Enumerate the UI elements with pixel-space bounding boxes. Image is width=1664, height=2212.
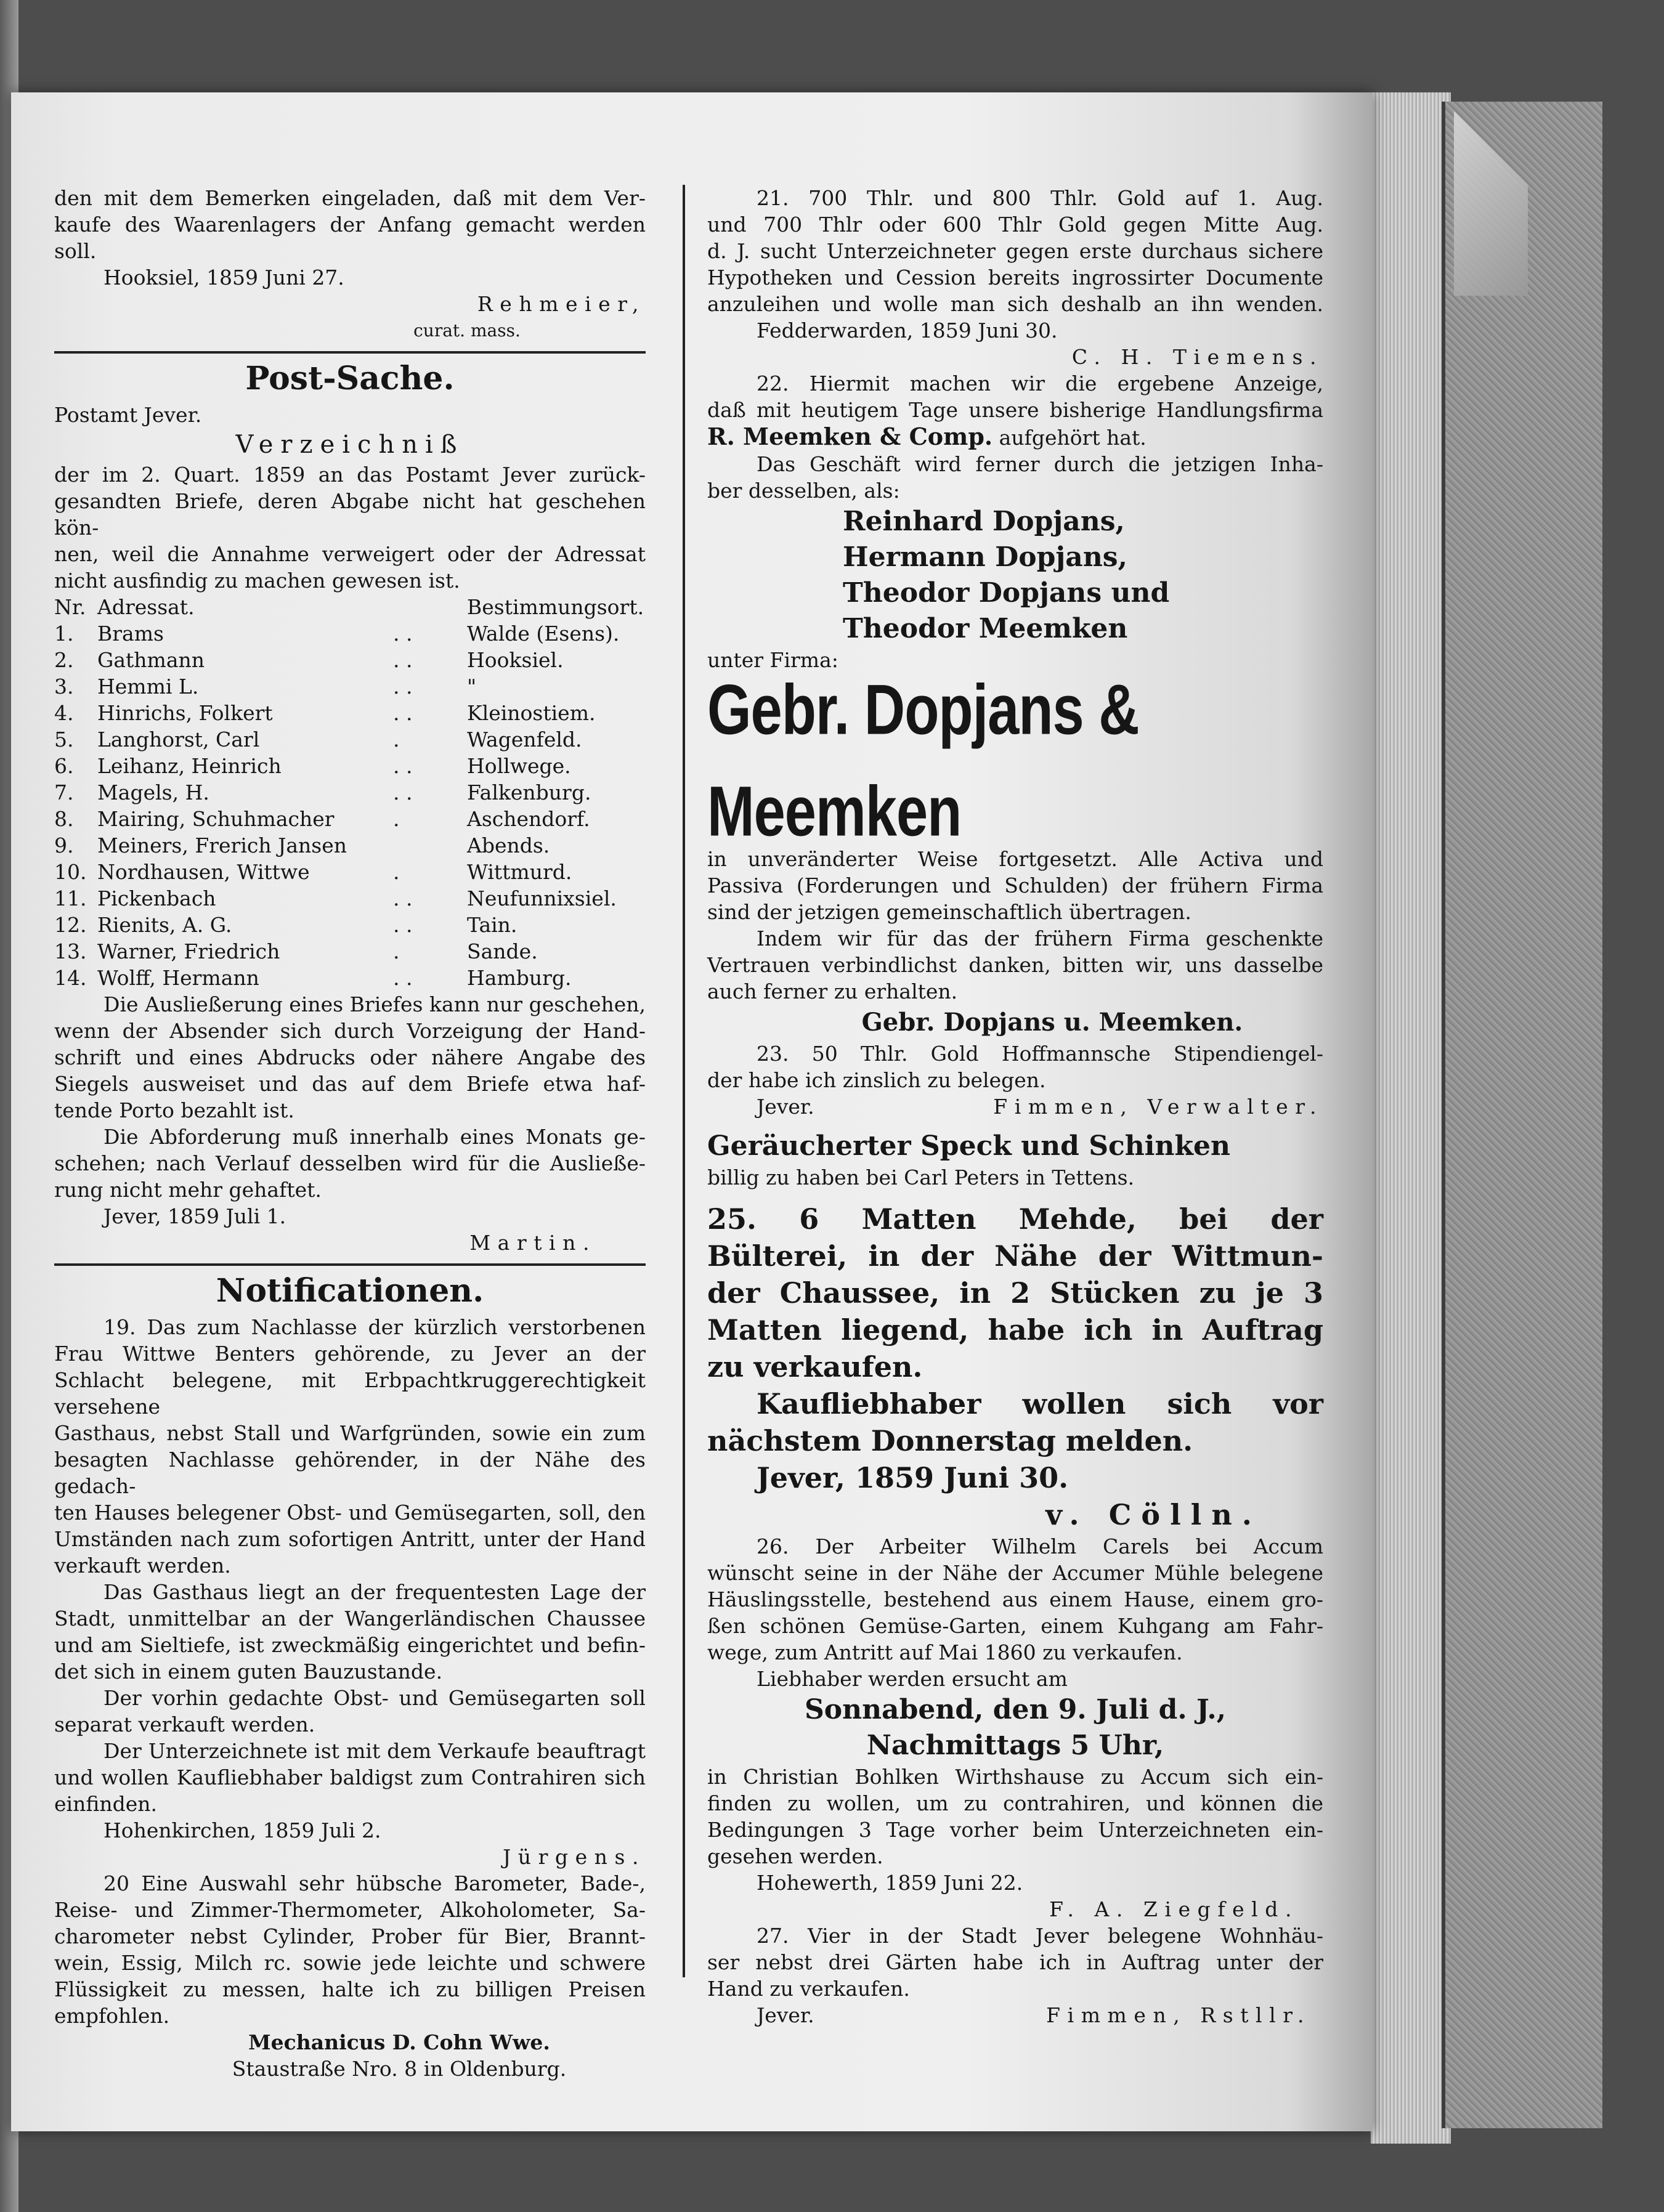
entry-leader: . .: [393, 886, 413, 910]
entry-destination: Hamburg.: [467, 966, 572, 990]
entry-leader: .: [393, 939, 400, 963]
entry-destination: Falkenburg.: [467, 780, 591, 804]
text-line: gesehen werden.: [707, 1844, 883, 1868]
entry-destination: Kleinostiem.: [467, 701, 596, 725]
list-title: Verzeichniß: [235, 431, 465, 459]
text-line: ten Hauses belegener Obst- und Gemüsegarten, soll, den: [54, 1501, 646, 1525]
text-line: Der vorhin gedachte Obst- und Gemüsegarten soll: [103, 1686, 646, 1710]
entry-leader: . .: [393, 966, 413, 990]
book-cover: [1442, 102, 1602, 2128]
entry-addressee: Wolff, Hermann: [97, 966, 259, 990]
entry-leader: . .: [393, 701, 413, 725]
new-firm-name: Gebr. Dopjans & Meemken: [707, 670, 1139, 851]
place-date: Jever, 1859 Juli 1.: [103, 1204, 286, 1228]
entry-number: 2.: [54, 648, 74, 672]
auction-date: Sonnabend, den 9. Juli d. J.,: [804, 1694, 1227, 1725]
letter-list-row: [54, 912, 646, 938]
text-line: 26. Der Arbeiter Wilhelm Carels bei Accum: [757, 1534, 1323, 1558]
post-office: Postamt Jever.: [54, 403, 202, 427]
entry-leader: .: [393, 860, 400, 884]
entry-addressee: Nordhausen, Wittwe: [97, 860, 310, 884]
text-line: und wollen Kaufliebhaber baldigst zum Contrahiren sich: [54, 1765, 646, 1789]
text-line: auch ferner zu erhalten.: [707, 979, 958, 1003]
text-line: Das Gasthaus liegt an der frequentesten Lage der: [103, 1580, 646, 1604]
text-line: finden zu wollen, um zu contrahiren, und können die: [707, 1791, 1323, 1815]
entry-number: 4.: [54, 701, 74, 725]
text-line: Siegels ausweiset und das auf dem Briefe etwa haf-: [54, 1072, 646, 1096]
section-rule: [54, 1263, 646, 1266]
text-line: und am Sieltiefe, ist zweckmäßig eingerichtet und befin-: [54, 1633, 646, 1657]
notice-27: [707, 1922, 1323, 2028]
col-header-addressee: Adressat.: [97, 595, 195, 619]
entry-destination: Neufunnixsiel.: [467, 886, 617, 910]
notice-21: [707, 185, 1323, 370]
auction-time: Nachmittags 5 Uhr,: [866, 1730, 1164, 1761]
text-line: nicht ausfindig zu machen gewesen ist.: [54, 569, 460, 593]
text-line: Stadt, unmittelbar an der Wangerländischen Chaussee: [54, 1606, 646, 1631]
signature: F. A. Ziegfeld.: [1049, 1897, 1299, 1921]
text-line: ßen schönen Gemüse-Garten, einem Kuhgang am Fahr-: [707, 1614, 1323, 1638]
ad-heading: Geräucherter Speck und Schinken: [707, 1130, 1230, 1162]
text-line: tende Porto bezahlt ist.: [54, 1098, 294, 1122]
place-date: Fedderwarden, 1859 Juni 30.: [757, 318, 1058, 342]
text-line: d. J. sucht Unterzeichneter gegen erste durchaus sichere: [707, 239, 1323, 263]
text-line: Bülterei, in der Nähe der Wittmun-: [707, 1239, 1323, 1273]
entry-leader: . .: [393, 780, 413, 804]
text-line: den mit dem Bemerken eingeladen, daß mit dem Ver-: [54, 186, 646, 210]
letter-list: [54, 620, 646, 991]
right-column: [707, 185, 1323, 2028]
notifications-section: [54, 1271, 646, 2082]
letter-list-row: [54, 885, 646, 912]
post-section: [54, 359, 646, 1256]
place-signature-line: [707, 1093, 1323, 1120]
entry-destination: Abends.: [467, 833, 550, 857]
place-date: Hohenkirchen, 1859 Juli 2.: [103, 1818, 381, 1842]
text-line: zu verkaufen.: [707, 1350, 923, 1384]
notice-25: [707, 1201, 1323, 1533]
text-line: Hypotheken und Cession bereits ingrossirter Documente: [707, 265, 1323, 290]
notice-26: [707, 1533, 1323, 1922]
text-line: Matten liegend, habe ich in Auftrag: [707, 1313, 1323, 1347]
signature: Fimmen, Verwalter.: [993, 1095, 1323, 1119]
text-line: in Christian Bohlken Wirthshause zu Accum sich ein-: [707, 1765, 1323, 1789]
section-heading: Post-Sache.: [245, 360, 455, 397]
text-line: 22. Hiermit machen wir die ergebene Anzeige,: [757, 371, 1323, 395]
text-line: Flüssigkeit zu messen, halte ich zu billigen Preisen: [54, 1977, 646, 2001]
section-rule: [54, 351, 646, 354]
text-line: Häuslingsstelle, bestehend aus einem Hause, einem gro-: [707, 1587, 1323, 1611]
entry-destination: Hollwege.: [467, 754, 571, 778]
letter-list-row: [54, 832, 646, 859]
entry-addressee: Rienits, A. G.: [97, 913, 232, 937]
signature: v. Cölln.: [1045, 1498, 1262, 1531]
signature: Martin.: [469, 1231, 596, 1255]
text-line: gesandten Briefe, deren Abgabe nicht hat geschehen kön-: [54, 489, 646, 540]
text-line: empfohlen.: [54, 2004, 170, 2028]
text-line: 25. 6 Matten Mehde, bei der: [707, 1202, 1323, 1236]
letter-list-row: [54, 938, 646, 965]
entry-leader: . .: [393, 622, 413, 646]
entry-leader: .: [393, 807, 400, 831]
text-line: Das Geschäft wird ferner durch die jetzigen Inha-: [757, 452, 1323, 476]
letter-list-row: [54, 700, 646, 726]
text-line: wünscht seine in der Nähe der Accumer Mühle belegene: [707, 1561, 1323, 1585]
text-line: Gasthaus, nebst Stall und Warfgründen, sowie ein zum: [54, 1421, 646, 1445]
column-divider: [683, 185, 685, 1977]
text-line: der habe ich zinslich zu belegen.: [707, 1068, 1046, 1092]
text-line: schehen; nach Verlauf desselben wird für die Ausließe-: [54, 1151, 646, 1175]
entry-destination: Wagenfeld.: [467, 727, 582, 752]
entry-leader: .: [393, 727, 400, 752]
letter-list-row: [54, 965, 646, 991]
text-line: 20 Eine Auswahl sehr hübsche Barometer, Bade-,: [103, 1871, 646, 1895]
address: Staustraße Nro. 8 in Oldenburg.: [232, 2057, 567, 2081]
text-line: Schlacht belegene, mit Erbpachtkruggerechtigkeit versehene: [54, 1368, 646, 1419]
entry-number: 3.: [54, 675, 74, 699]
entry-number: 11.: [54, 886, 87, 910]
letter-list-row: [54, 779, 646, 806]
text-line: rung nicht mehr gehaftet.: [54, 1178, 322, 1202]
text-line: sind der jetzigen gemeinschaftlich übertragen.: [707, 900, 1191, 924]
entry-number: 13.: [54, 939, 87, 963]
text-line: in unveränderter Weise fortgesetzt. Alle Activa und: [707, 847, 1323, 871]
text-line: ser nebst drei Gärten habe ich in Auftrag unter der: [707, 1950, 1323, 1974]
owner-name: Theodor Dopjans und: [843, 577, 1170, 609]
entry-addressee: Hinrichs, Folkert: [97, 701, 273, 725]
signature: Fimmen, Rstllr.: [1046, 2003, 1311, 2027]
text-line: separat verkauft werden.: [54, 1712, 315, 1736]
place: Jever.: [757, 1095, 814, 1119]
entry-addressee: Gathmann: [97, 648, 205, 672]
entry-number: 7.: [54, 780, 74, 804]
entry-number: 10.: [54, 860, 87, 884]
text-line: daß mit heutigem Tage unsere bisherige Handlungsfirma: [707, 398, 1323, 422]
text-line: unter Firma:: [707, 648, 838, 672]
notice-24: [707, 1128, 1323, 1191]
text-line: und 700 Thlr oder 600 Thlr Gold gegen Mitte Aug.: [707, 213, 1323, 237]
entry-addressee: Magels, H.: [97, 780, 209, 804]
entry-number: 5.: [54, 727, 74, 752]
place-date: Hohewerth, 1859 Juni 22.: [757, 1871, 1023, 1895]
entry-leader: . .: [393, 913, 413, 937]
owner-name: Reinhard Dopjans,: [843, 506, 1125, 537]
text-line: Liebhaber werden ersucht am: [757, 1667, 1068, 1691]
entry-addressee: Warner, Friedrich: [97, 939, 280, 963]
col-header-destination: Bestimmungsort.: [467, 595, 644, 619]
entry-number: 6.: [54, 754, 74, 778]
place: Jever.: [757, 2003, 814, 2027]
text-line: Der Unterzeichnete ist mit dem Verkaufe beauftragt: [103, 1739, 646, 1763]
entry-number: 9.: [54, 833, 74, 857]
top-notice: [54, 185, 646, 344]
entry-addressee: Hemmi L.: [97, 675, 199, 699]
left-column: [54, 185, 646, 2082]
text-line: der Chaussee, in 2 Stücken zu je 3: [707, 1276, 1323, 1310]
text-line: Hand zu verkaufen.: [707, 1977, 910, 2001]
letter-list-row: [54, 806, 646, 832]
text-line: [707, 423, 1323, 451]
signature: Rehmeier,: [477, 292, 646, 316]
text-line: 27. Vier in der Stadt Jever belegene Wohnhäu-: [757, 1924, 1323, 1948]
col-header-nr: Nr.: [54, 595, 86, 619]
text-line: charometer nebst Cylinder, Prober für Bier, Brannt-: [54, 1924, 646, 1948]
section-heading: Notificationen.: [216, 1272, 484, 1310]
entry-destination: Sande.: [467, 939, 538, 963]
text-line: wenn der Absender sich durch Vorzeigung der Hand-: [54, 1019, 646, 1043]
text-line: der im 2. Quart. 1859 an das Postamt Jever zurück-: [54, 463, 646, 487]
entry-number: 1.: [54, 622, 74, 646]
letter-list-row: [54, 673, 646, 700]
entry-number: 8.: [54, 807, 74, 831]
text-line: Vertrauen verbindlichst danken, bitten wir, uns dasselbe: [707, 953, 1323, 977]
place-date: Hooksiel, 1859 Juni 27.: [103, 265, 344, 290]
text-line: Kaufliebhaber wollen sich vor: [757, 1387, 1323, 1420]
letter-list-row: [54, 620, 646, 647]
entry-addressee: Langhorst, Carl: [97, 727, 260, 752]
text-line: ber desselben, als:: [707, 479, 900, 503]
text-line: Indem wir für das der frühern Firma geschenkte: [757, 926, 1323, 950]
signature: Jürgens.: [503, 1845, 646, 1869]
text-line: wein, Essig, Milch rc. sowie jede leichte und schwere: [54, 1951, 646, 1975]
text-line: wege, zum Antritt auf Mai 1860 zu verkaufen.: [707, 1640, 1183, 1664]
entry-leader: . .: [393, 648, 413, 672]
entry-destination: Hooksiel.: [467, 648, 564, 672]
place-date: Jever, 1859 Juni 30.: [757, 1461, 1069, 1494]
text-line: Die Ausließerung eines Briefes kann nur geschehen,: [103, 992, 646, 1016]
text-line: Umständen nach zum sofortigen Antritt, unter der Hand: [54, 1527, 646, 1551]
list-header: [54, 594, 646, 620]
notice-22: [707, 370, 1323, 1040]
entry-number: 12.: [54, 913, 87, 937]
old-firm-suffix: aufgehört hat.: [999, 426, 1147, 450]
page-stack-edge: [1371, 92, 1451, 2144]
signature: Mechanicus D. Cohn Wwe.: [248, 2030, 550, 2054]
entry-leader: . .: [393, 754, 413, 778]
text-line: Passiva (Forderungen und Schulden) der frühern Firma: [707, 873, 1323, 897]
entry-leader: [393, 832, 467, 859]
notice-23: [707, 1040, 1323, 1120]
text-line: verkauft werden.: [54, 1554, 231, 1578]
entry-addressee: Pickenbach: [97, 886, 216, 910]
signature: Gebr. Dopjans u. Meemken.: [861, 1008, 1243, 1037]
text-line: Bedingungen 3 Tage vorher beim Unterzeichneten ein-: [707, 1818, 1323, 1842]
text-line: anzuleihen und wolle man sich deshalb an ihn wenden.: [707, 292, 1323, 316]
place-signature-line: [707, 2002, 1323, 2028]
owner-name: Theodor Meemken: [843, 613, 1128, 644]
text-line: Reise- und Zimmer-Thermometer, Alkoholometer, Sa-: [54, 1898, 646, 1922]
letter-list-row: [54, 647, 646, 673]
letter-list-row: [54, 859, 646, 885]
entry-number: 14.: [54, 966, 87, 990]
entry-addressee: Brams: [97, 622, 164, 646]
entry-leader: . .: [393, 675, 413, 699]
entry-destination: Tain.: [467, 913, 517, 937]
letter-list-row: [54, 753, 646, 779]
signature: C. H. Tiemens.: [1071, 345, 1323, 369]
entry-addressee: Leihanz, Heinrich: [97, 754, 282, 778]
entry-addressee: Meiners, Frerich Jansen: [97, 833, 347, 857]
text-line: Frau Wittwe Benters gehörende, zu Jever an der: [54, 1342, 646, 1366]
text-line: kaufe des Waarenlagers der Anfang gemacht werden soll.: [54, 213, 646, 263]
entry-addressee: Mairing, Schuhmacher: [97, 807, 335, 831]
entry-destination: Wittmurd.: [467, 860, 572, 884]
text-line: einfinden.: [54, 1792, 157, 1816]
text-line: 23. 50 Thlr. Gold Hoffmannsche Stipendiengel-: [757, 1042, 1323, 1066]
letter-list-row: [54, 726, 646, 753]
text-line: 19. Das zum Nachlasse der kürzlich verstorbenen: [103, 1315, 646, 1339]
text-line: nen, weil die Annahme verweigert oder der Adressat: [54, 542, 646, 566]
text-line: Die Abforderung muß innerhalb eines Monats ge-: [103, 1125, 646, 1149]
text-line: 21. 700 Thlr. und 800 Thlr. Gold auf 1. Aug.: [757, 186, 1323, 210]
text-line: det sich in einem guten Bauzustande.: [54, 1659, 443, 1683]
text-line: schrift und eines Abdrucks oder nähere Angabe des: [54, 1045, 646, 1069]
owner-name: Hermann Dopjans,: [843, 541, 1127, 573]
signature-sub: curat. mass.: [413, 320, 521, 341]
entry-destination: Walde (Esens).: [467, 622, 620, 646]
text-line: nächstem Donnerstag melden.: [707, 1424, 1193, 1457]
text-line: billig zu haben bei Carl Peters in Tettens.: [707, 1165, 1135, 1189]
text-line: besagten Nachlasse gehörender, in der Nähe des gedach-: [54, 1448, 646, 1498]
entry-destination: ": [467, 675, 477, 699]
old-firm-name: R. Meemken & Comp.: [707, 423, 993, 450]
entry-destination: Aschendorf.: [467, 807, 590, 831]
